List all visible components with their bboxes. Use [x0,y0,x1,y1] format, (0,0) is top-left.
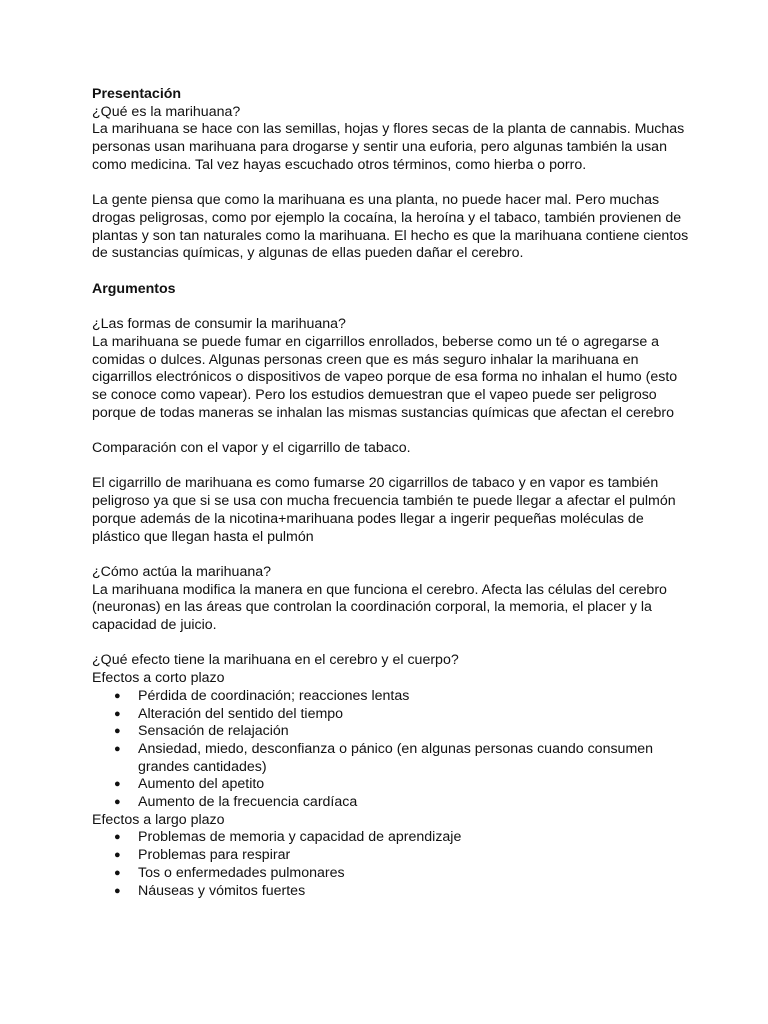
list-item [114,723,692,741]
spacer [92,263,692,281]
spacer [92,175,692,193]
bullet-icon: ● [114,707,121,720]
spacer [92,635,692,653]
list-item [114,740,692,776]
list-item-text: Alteración del sentido del tiempo [138,705,344,722]
list-item-text: Problemas para respirar [138,847,291,864]
bullet-icon: ● [114,849,121,862]
bullet-icon: ● [114,778,121,791]
list-item-text: Sensación de relajación [138,723,289,740]
question-forms: ¿Las formas de consumir la marihuana? [92,316,346,333]
question-effects: ¿Qué efecto tiene la marihuana en el cerebro y el cuerpo? [92,652,459,669]
list-item-text: Aumento del apetito [138,776,265,793]
list-item-text: Problemas de memoria y capacidad de aprendizaje [138,829,462,846]
long-term-heading: Efectos a largo plazo [92,811,225,828]
list-item-text: Aumento de la frecuencia cardíaca [138,794,358,811]
list-item [114,829,692,847]
list-item-text: Náuseas y vómitos fuertes [138,882,306,899]
paragraph-forms: La marihuana se puede fumar en cigarrillos enrollados, beberse como un té o agregarse a comidas o dulces. Algunas personas creen que es más seguro inhalar la marihuana en cigarrillos electrónicos o dispositivos de vapeo porque de esa forma no inhalan el humo (esto se conoce como vapear). Pero los estudios demuestran que el vapeo puede ser peligroso porque de todas maneras se inhalan las mismas sustancias químicas que afectan el cerebro [92,333,678,421]
list-item [114,847,692,865]
comparison-heading: Comparación con el vapor y el cigarrillo de tabaco. [92,440,411,456]
spacer [92,546,692,564]
bullet-icon: ● [114,689,121,702]
list-item-text: Tos o enfermedades pulmonares [138,864,345,881]
list-item [114,794,692,812]
spacer [92,422,692,440]
list-item [114,776,692,794]
bullet-icon: ● [114,866,121,879]
list-item-text: Pérdida de coordinación; reacciones lentas [138,687,410,704]
bullet-icon: ● [114,884,121,897]
question-how: ¿Cómo actúa la marihuana? [92,563,272,580]
paragraph-how: La marihuana modifica la manera en que funciona el cerebro. Afecta las células del cerebro (neuronas) en las áreas que controlan la coordinación corporal, la memoria, el placer y la capacidad de juicio. [92,581,667,633]
long-term-list [92,829,692,900]
list-item-text: Ansiedad, miedo, desconfianza o pánico (en algunas personas cuando consumen grandes cantidades) [138,740,654,775]
list-item [114,882,692,901]
list-item [114,687,692,706]
bullet-icon: ● [114,796,121,809]
bullet-icon: ● [114,742,121,755]
paragraph-natural: La gente piensa que como la marihuana es una planta, no puede hacer mal. Pero muchas drogas peligrosas, como por ejemplo la cocaína, la heroína y el tabaco, también provienen de plantas y son tan naturales como la marihuana. El hecho es que la marihuana contiene cientos de sustancias químicas, y algunas de ellas pueden dañar el cerebro. [92,192,689,262]
list-item [114,705,692,724]
intro-heading: Presentación [92,86,182,102]
bullet-icon: ● [114,725,121,738]
paragraph-what-is: La marihuana se hace con las semillas, hojas y flores secas de la planta de cannabis. Muchas personas usan marihuana para drogarse y sentir una euforia, pero algunas también la usan como medicina. Tal vez hayas escuchado otros términos, como hierba o porro. [92,121,685,173]
bullet-icon: ● [114,831,121,844]
short-term-heading: Efectos a corto plazo [92,670,225,687]
question-what-is: ¿Qué es la marihuana? [92,103,241,120]
list-item [114,864,692,883]
document-page [92,86,692,900]
spacer [92,298,692,316]
short-term-list [92,688,692,812]
arguments-heading: Argumentos [92,280,176,297]
paragraph-comparison: El cigarrillo de marihuana es como fumarse 20 cigarrillos de tabaco y en vapor es también peligroso ya que si se usa con mucha frecuencia también te puede llegar a afectar el pulmón porque además de la nicotina+marihuana podes llegar a ingerir pequeñas moléculas de plástico que llegan hasta el pulmón [92,475,676,545]
spacer [92,458,692,476]
